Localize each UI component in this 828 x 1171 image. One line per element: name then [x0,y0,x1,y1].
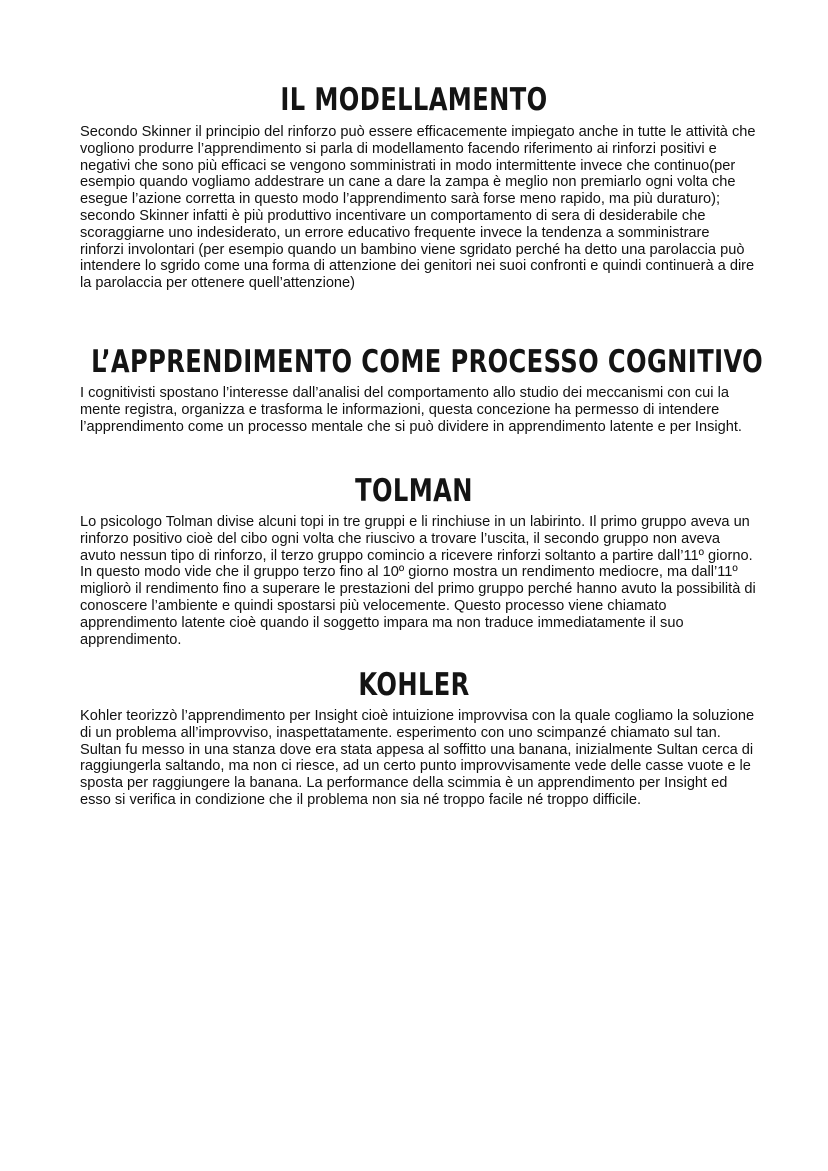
section-title-kohler: KOHLER [358,667,470,703]
section-text-kohler: Kohler teorizzò l’apprendimento per Insight cioè intuizione improvvisa con la quale cogliamo la soluzione di un problema all’improvviso, inaspettatamente. esperimento con uno scimpanzé chiamato sul tan. Sultan fu messo in una stanza dove era stata appesa al soffitto una banana, inizialmente Sultan cerca di raggiungerla saltando, ma non ci riesce, ad un certo punto improvvisamente vede delle casse vuote e le sposta per raggiungere la banana. La performance della scimmia è un apprendimento per Insight ed esso si verifica in condizione che il problema non sia né troppo facile né troppo difficile. [80,708,755,808]
section-text-tolman: Lo psicologo Tolman divise alcuni topi in tre gruppi e li rinchiuse in un labirinto. Il primo gruppo aveva un rinforzo positivo cioè del cibo ogni volta che riuscivo a trovare l’uscita, il secondo gruppo non aveva avuto nessun tipo di rinforzo, il terzo gruppo comincio a ricevere rinforzi soltanto a partire dall’11º giorno. In questo modo vide che il gruppo terzo fino al 10º giorno mostra un rendimento mediocre, ma dall’11º migliorò il rendimento fino a superare le prestazioni del primo gruppo perché hanno avuto la possibilità di conoscere l’ambiente e quindi spostarsi più velocemente. Questo processo viene chiamato apprendimento latente cioè quando il soggetto impara ma non traduce immediatamente il suo apprendimento. [80,514,756,648]
section-title-tolman: TOLMAN [355,473,473,509]
section-text-modellamento: Secondo Skinner il principio del rinforzo può essere efficacemente impiegato anche in tutte le attività che vogliono produrre l’apprendimento si parla di modellamento facendo riferimento ai rinforzi positivi e negativi che sono più efficaci se vengono somministrati in modo intermittente invece che continuo(per esempio quando vogliamo addestrare un cane a dare la zampa è meglio non premiarlo ogni volta che esegue l’azione corretta in questo modo l’apprendimento sarà forse meno rapido, ma più duraturo); secondo Skinner infatti è più produttivo incentivare un comportamento di sera di desiderabile che scoraggiarne uno indesiderato, un errore educativo frequente invece la tendenza a somministrare rinforzi involontari (per esempio quando un bambino viene sgridato perché ha detto una parolaccia può intendere lo sgrido come una forma di attenzione dei genitori nei suoi confronti e quindi continuerà a dire la parolaccia per ottenere quell’attenzione) [80,124,756,292]
section-text-apprendimento-cognitivo: I cognitivisti spostano l’interesse dall’analisi del comportamento allo studio dei meccanismi con cui la mente registra, organizza e trasforma le informazioni, questa concezione ha permesso di intendere l’apprendimento come un processo mentale che si può dividere in apprendimento latente e per Insight. [80,385,742,435]
section-title-modellamento: IL MODELLAMENTO [280,82,548,118]
section-title-apprendimento-cognitivo: L’APPRENDIMENTO COME PROCESSO COGNITIVO [91,344,764,380]
